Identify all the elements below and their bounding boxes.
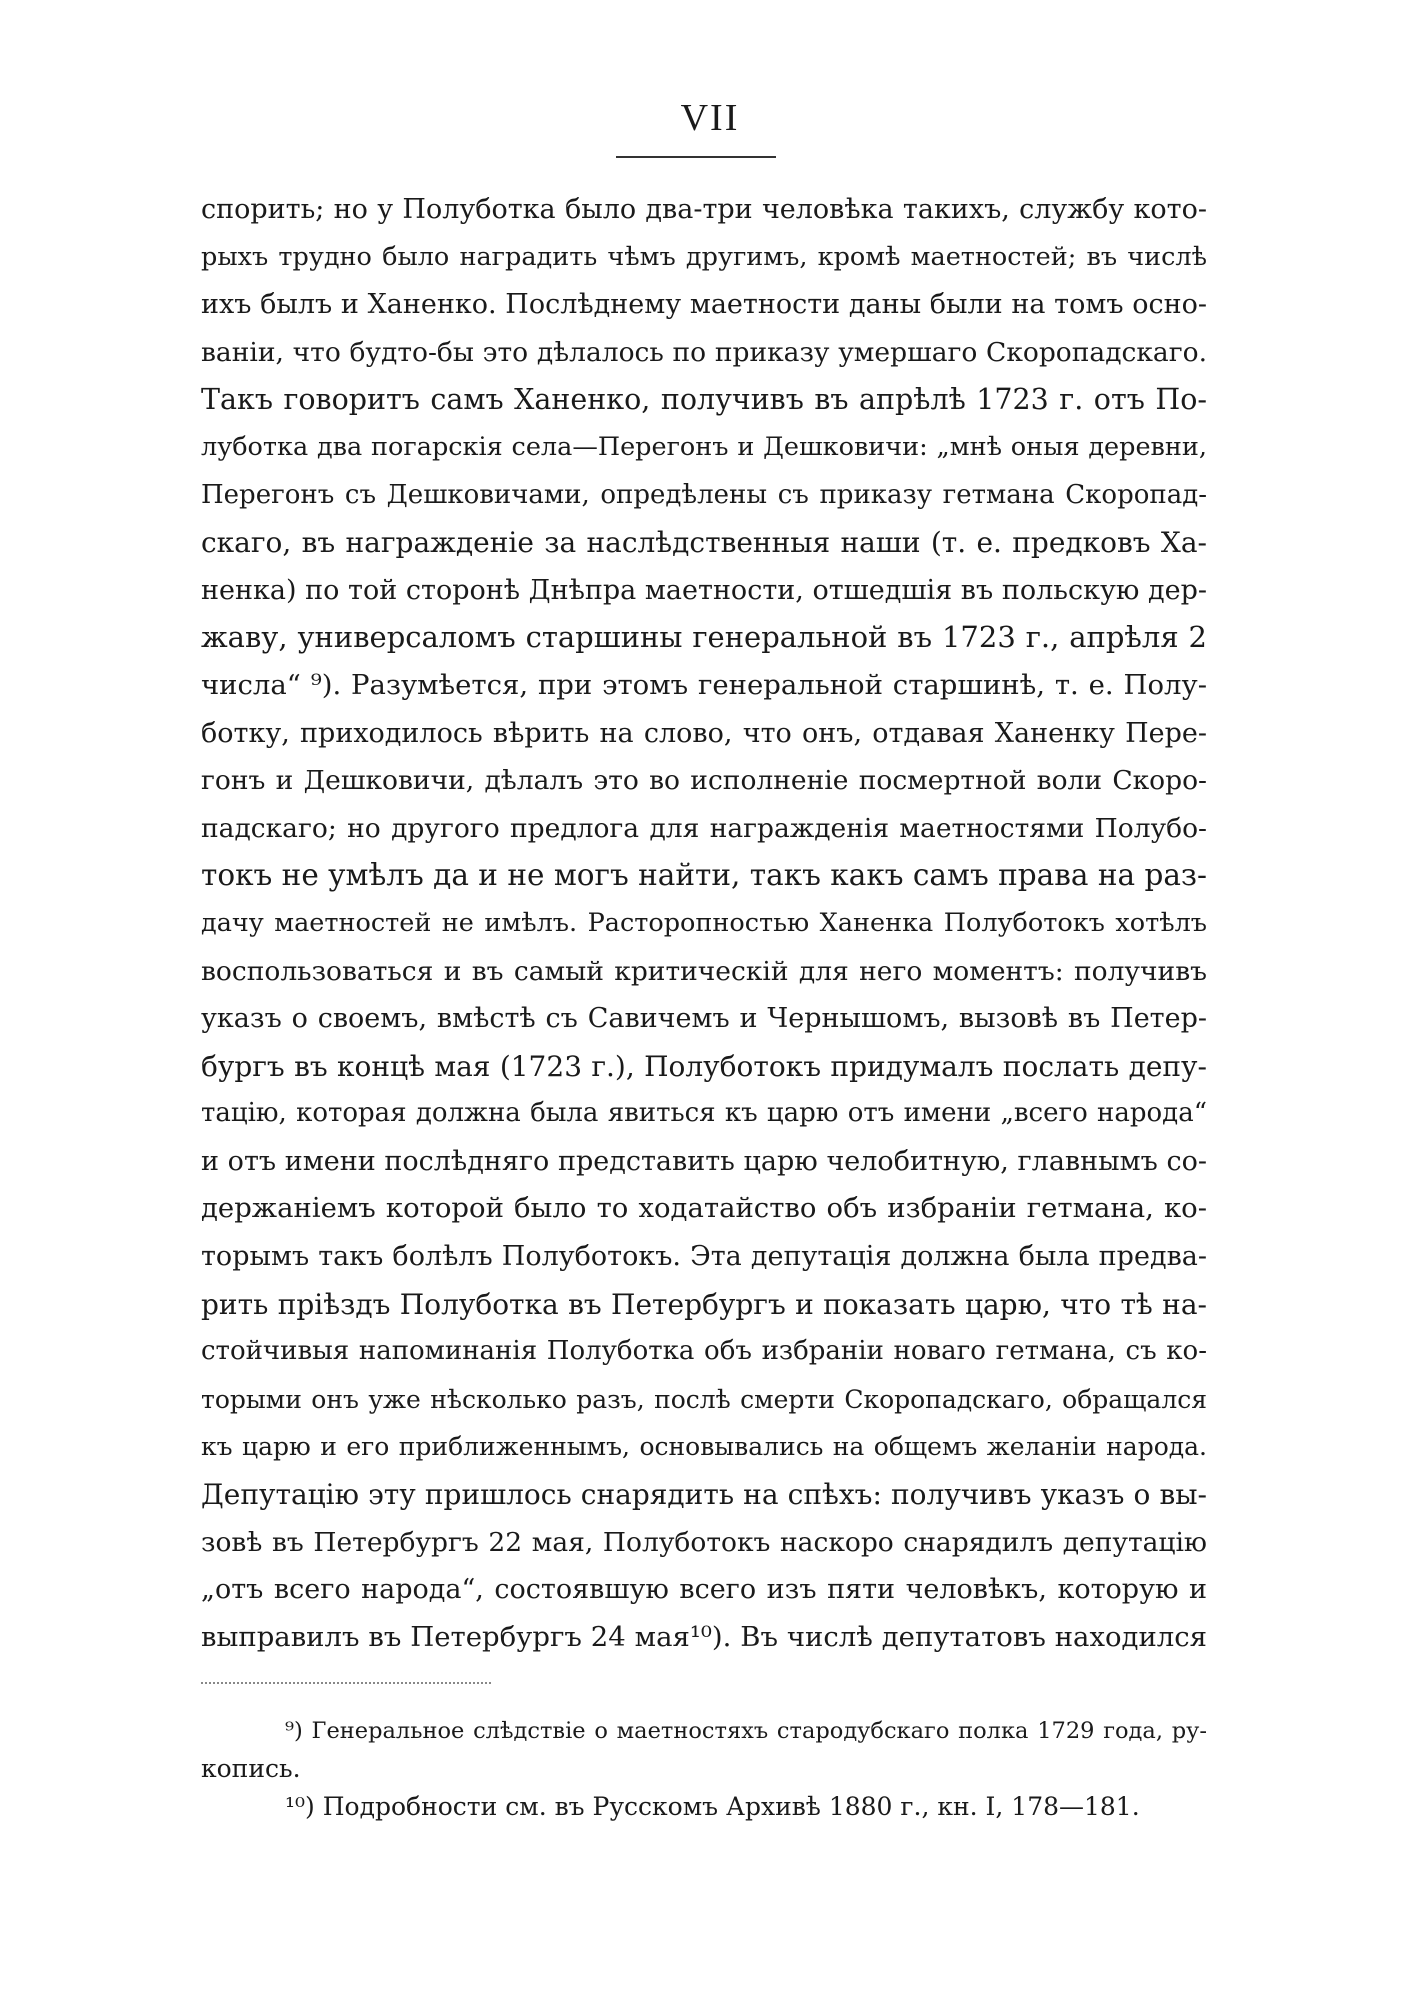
body-line: бургъ въ концѣ мая (1723 г.), Полуботокъ придумалъ послать депу- [201, 1049, 1207, 1083]
body-line: выправилъ въ Петербургъ 24 мая¹⁰). Въ числѣ депутатовъ находился [201, 1620, 1207, 1653]
body-line: воспользоваться и въ самый критическій для него моментъ: получивъ [201, 955, 1207, 987]
body-line: спорить; но у Полуботка было два-три человѣка такихъ, службу кото- [201, 194, 1207, 225]
body-line: держаніемъ которой было то ходатайство объ избраніи гетмана, ко- [201, 1192, 1207, 1225]
footnote-9-line-1: ⁹) Генеральное слѣдствіе о маетностяхъ стародубскаго полка 1729 года, ру- [285, 1718, 1207, 1744]
body-line: торымъ такъ болѣлъ Полуботокъ. Эта депутація должна была предва- [201, 1241, 1207, 1273]
body-line: „отъ всего народа“, состоявшую всего изъ пяти человѣкъ, которую и [201, 1574, 1207, 1606]
body-text [201, 186, 1207, 1661]
footnote-9-line-2: копись. [201, 1754, 301, 1783]
body-line: къ царю и его приближеннымъ, основывались на общемъ желаніи народа. [201, 1432, 1207, 1462]
body-line: стойчивыя напоминанія Полуботка объ избраніи новаго гетмана, съ ко- [201, 1336, 1207, 1367]
body-line: скаго, въ награжденіе за наслѣдственныя наши (т. е. предковъ Ха- [201, 526, 1207, 560]
body-line: ихъ былъ и Ханенко. Послѣднему маетности даны были на томъ осно- [201, 289, 1207, 321]
body-line: падскаго; но другого предлога для награжденія маетностями Полубо- [201, 812, 1207, 844]
body-line: Такъ говоритъ самъ Ханенко, получивъ въ апрѣлѣ 1723 г. отъ По- [201, 383, 1207, 417]
body-line: гонъ и Дешковичи, дѣлалъ это во исполненіе посмертной воли Скоро- [201, 765, 1207, 797]
footnotes [201, 1712, 1207, 1826]
body-line: токъ не умѣлъ да и не могъ найти, такъ какъ самъ права на раз- [201, 858, 1207, 893]
body-line: Перегонъ съ Дешковичами, опредѣлены съ приказу гетмана Скоропад- [201, 479, 1207, 510]
body-line: указъ о своемъ, вмѣстѣ съ Савичемъ и Чернышомъ, вызовѣ въ Петер- [201, 1003, 1207, 1035]
body-line: числа“ ⁹). Разумѣется, при этомъ генеральной старшинѣ, т. е. Полу- [201, 668, 1207, 701]
body-line: луботка два погарскія села—Перегонъ и Дешковичи: „мнѣ оныя деревни, [201, 431, 1207, 462]
body-line: рить пріѣздъ Полуботка въ Петербургъ и показать царю, что тѣ на- [201, 1287, 1207, 1321]
body-line: Депутацію эту пришлось снарядить на спѣхъ: получивъ указъ о вы- [201, 1478, 1207, 1512]
body-line: ботку, приходилось вѣрить на слово, что онъ, отдавая Ханенку Пере- [201, 717, 1207, 749]
footnote-rule [201, 1682, 491, 1684]
footnote-10-line-1: ¹⁰) Подробности см. въ Русскомъ Архивѣ 1880 г., кн. I, 178—181. [285, 1792, 1140, 1821]
body-line: ваніи, что будто-бы это дѣлалось по приказу умершаго Скоропадскаго. [201, 336, 1207, 368]
body-line: ненка) по той сторонѣ Днѣпра маетности, отшедшія въ польскую дер- [201, 574, 1207, 606]
body-line: зовѣ въ Петербургъ 22 мая, Полуботокъ наскоро снарядилъ депутацію [201, 1526, 1207, 1558]
body-line: тацію, которая должна была явиться къ царю отъ имени „всего народа“ [201, 1098, 1207, 1129]
body-line: торыми онъ уже нѣсколько разъ, послѣ смерти Скоропадскаго, обращался [201, 1384, 1207, 1414]
body-line: жаву, универсаломъ старшины генеральной въ 1723 г., апрѣля 2 [201, 620, 1207, 655]
body-line: рыхъ трудно было наградить чѣмъ другимъ, кромѣ маетностей; въ числѣ [201, 241, 1207, 272]
body-line: дачу маетностей не имѣлъ. Расторопностью Ханенка Полуботокъ хотѣлъ [201, 907, 1207, 938]
body-line: и отъ имени послѣдняго представить царю челобитную, главнымъ со- [201, 1145, 1207, 1177]
page-number: VII [680, 97, 740, 139]
header-rule [616, 156, 776, 158]
